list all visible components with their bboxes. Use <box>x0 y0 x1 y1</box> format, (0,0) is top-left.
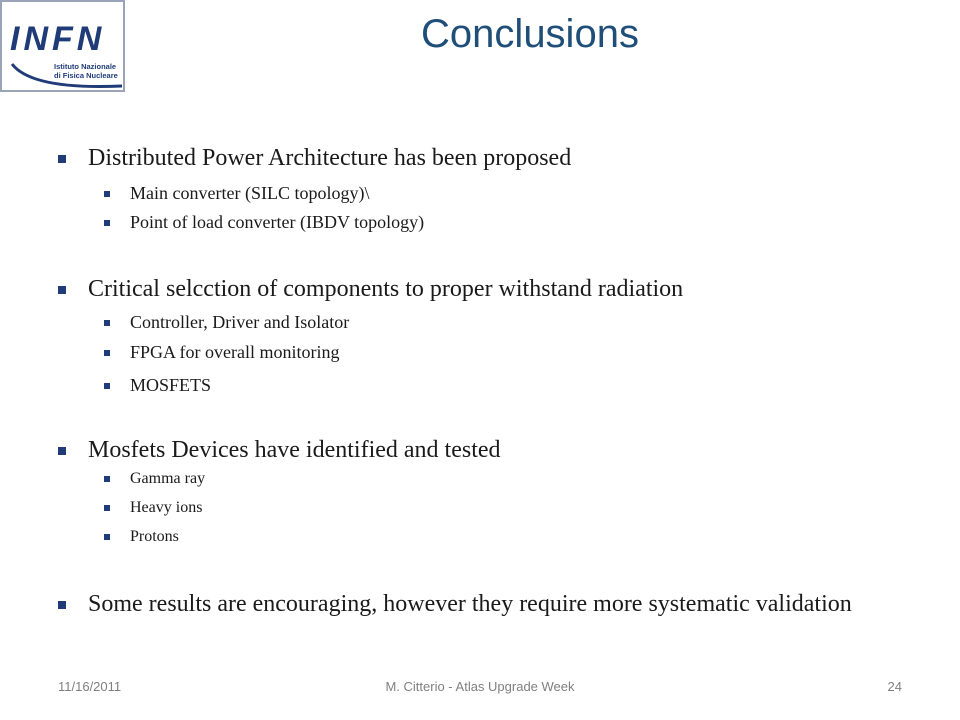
bullet-item <box>58 145 571 172</box>
square-bullet-icon <box>58 286 66 294</box>
bullet-text: Critical selcction of components to proper withstand radiation <box>88 276 684 302</box>
sub-bullet-item <box>104 470 205 488</box>
square-bullet-icon <box>104 350 110 356</box>
square-bullet-icon <box>58 155 66 163</box>
sub-bullet-text: Main converter (SILC topology)\ <box>130 183 370 203</box>
sub-bullet-text: Protons <box>130 528 179 545</box>
bullet-text: Some results are encouraging, however they require more systematic validation <box>88 591 852 617</box>
sub-bullet-item <box>104 212 424 233</box>
sub-bullet-text: MOSFETS <box>130 375 212 395</box>
bullet-item <box>58 591 852 618</box>
sub-bullet-text: Point of load converter (IBDV topology) <box>130 212 425 232</box>
sub-bullet-item <box>104 183 369 204</box>
sub-bullet-item <box>104 499 202 517</box>
footer-page-number: 24 <box>887 679 902 694</box>
square-bullet-icon <box>104 505 110 511</box>
square-bullet-icon <box>104 191 110 197</box>
logo-wordmark: INFN <box>10 20 106 58</box>
square-bullet-icon <box>104 320 110 326</box>
square-bullet-icon <box>58 447 66 455</box>
bullet-text: Distributed Power Architecture has been proposed <box>88 145 572 171</box>
sub-bullet-text: FPGA for overall monitoring <box>130 342 340 362</box>
square-bullet-icon <box>58 601 66 609</box>
sub-bullet-item <box>104 312 349 333</box>
sub-bullet-item <box>104 375 211 396</box>
sub-bullet-text: Gamma ray <box>130 470 206 487</box>
slide-title: Conclusions <box>421 12 639 56</box>
bullet-item <box>58 276 683 303</box>
square-bullet-icon <box>104 476 110 482</box>
bullet-item <box>58 437 501 464</box>
square-bullet-icon <box>104 220 110 226</box>
sub-bullet-text: Heavy ions <box>130 499 203 516</box>
footer-author: M. Citterio - Atlas Upgrade Week <box>385 679 575 694</box>
sub-bullet-text: Controller, Driver and Isolator <box>130 312 350 332</box>
sub-bullet-item <box>104 528 179 546</box>
footer-date: 11/16/2011 <box>58 679 122 694</box>
logo-subtitle: Istituto Nazionale di Fisica Nucleare <box>54 62 118 80</box>
sub-bullet-item <box>104 342 340 363</box>
square-bullet-icon <box>104 383 110 389</box>
bullet-text: Mosfets Devices have identified and tested <box>88 437 501 463</box>
square-bullet-icon <box>104 534 110 540</box>
